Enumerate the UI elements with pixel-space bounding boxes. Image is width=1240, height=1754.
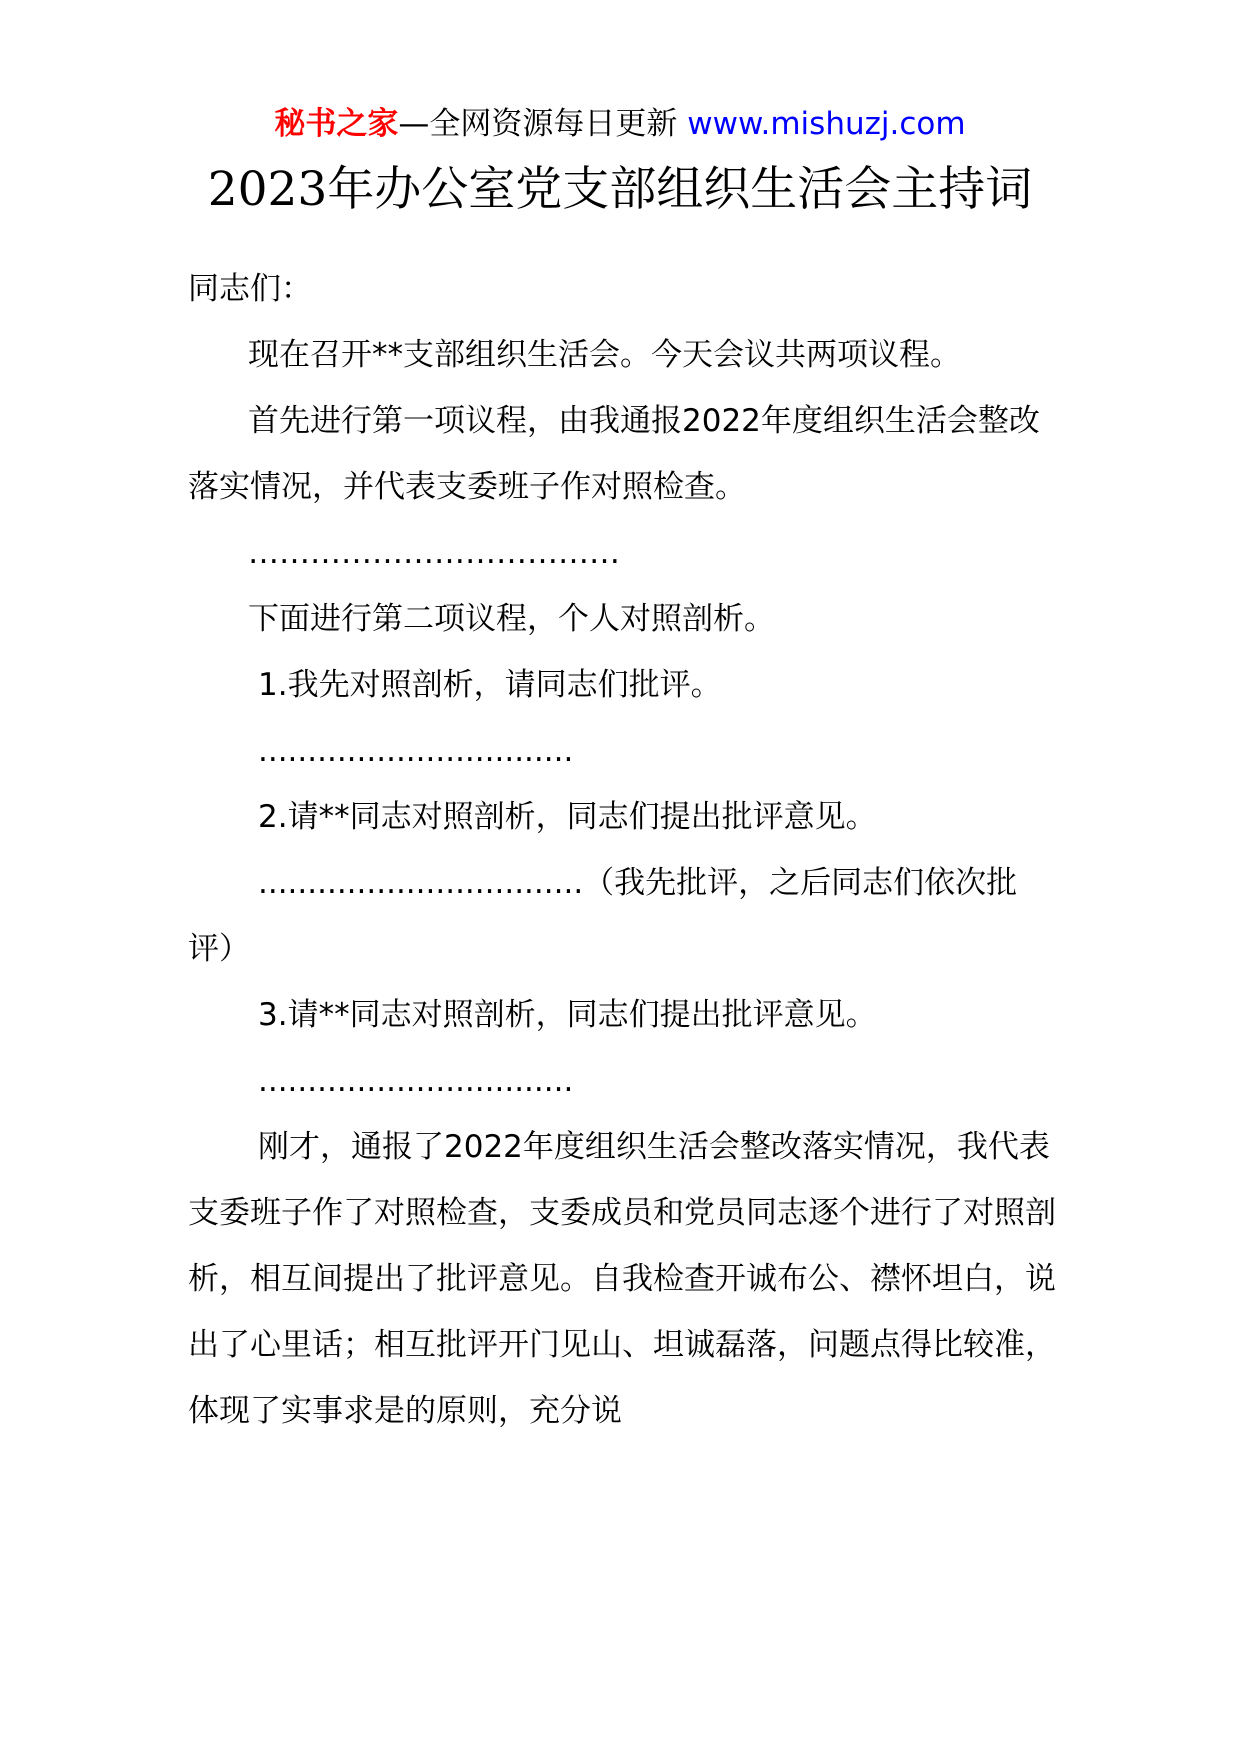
list-item-3: 3.请**同志对照剖析，同志们提出批评意见。 bbox=[258, 997, 877, 1033]
paragraph-agenda-one: 首先进行第一项议程，由我通报2022年度组织生活会整改落实情况，并代表支委班子作对照检查。 bbox=[188, 403, 1040, 505]
paragraph-opening: 现在召开**支部组织生活会。今天会议共两项议程。 bbox=[248, 337, 961, 373]
ellipsis-line: ……………………………… bbox=[248, 535, 620, 571]
document-title bbox=[0, 160, 1240, 220]
ellipsis-line: ................................ bbox=[258, 1063, 574, 1099]
site-url-link[interactable]: www.mishuzj.com bbox=[687, 106, 966, 142]
title-text: 年办公室党支部组织生活会主持词 bbox=[327, 162, 1033, 217]
ellipsis-line: ................................ bbox=[258, 733, 574, 769]
title-year: 2023 bbox=[207, 162, 328, 217]
list-item-1: 1.我先对照剖析，请同志们批评。 bbox=[258, 667, 722, 703]
header-tagline: —全网资源每日更新 bbox=[398, 106, 688, 142]
salutation: 同志们： bbox=[188, 271, 312, 307]
paragraph-agenda-two: 下面进行第二项议程，个人对照剖析。 bbox=[248, 601, 775, 637]
document-body bbox=[188, 256, 1058, 1444]
list-item-2: 2.请**同志对照剖析，同志们提出批评意见。 bbox=[258, 799, 877, 835]
paragraph-summary: 刚才，通报了2022年度组织生活会整改落实情况，我代表支委班子作了对照检查，支委成员和党员同志逐个进行了对照剖析，相互间提出了批评意见。自我检查开诚布公、襟怀坦白，说出了心里话；相互批评开门见山、坦诚磊落，问题点得比较准，体现了实事求是的原则，充分说 bbox=[188, 1129, 1056, 1429]
site-header bbox=[0, 104, 1240, 144]
brand-name: 秘书之家 bbox=[274, 106, 399, 142]
list-item-2-note: .................................（我先批评，之后同志们依次批评） bbox=[188, 865, 1018, 967]
